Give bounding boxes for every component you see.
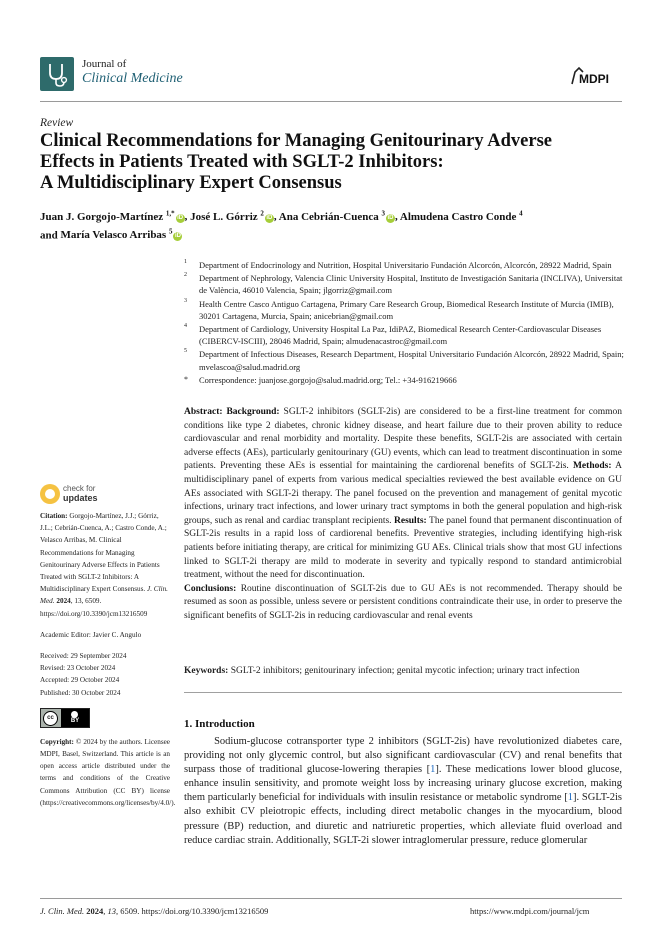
citation-link[interactable]: 1 [567,792,574,804]
author[interactable]: Almudena Castro Conde $^4$ [399,209,523,223]
title-line: Clinical Recommendations for Managing Genitourinary Adverse [40,131,552,151]
article-title [40,131,630,194]
journal-label: Journal of [82,58,127,70]
title-line: Effects in Patients Treated with SGLT-2 Inhibitors: [40,152,444,172]
sidebar-info [40,510,176,809]
orcid-icon[interactable]: iD [387,214,394,221]
copyright: Copyright: © 2024 by the authors. Licensee MDPI, Basel, Switzerland. This article is an open access article distributed under the terms and conditions of the Creative Commons Attribution (CC BY) license (https://creativecommons.org/licenses/by/4.0/). [40,737,176,807]
orcid-icon[interactable]: iD [177,214,184,221]
cc-icon: cc [43,711,58,726]
person-icon [71,711,78,718]
affiliation: 3 Health Centre Casco Antiguo Cartagena, Primary Care Research Group, Biomedical Research Institute of Murcia (IMIB), 30201 Cartagena, Murcia, Spain; anicebrian@gmail.com [184,297,614,321]
publication-dates: Received: 29 September 2024 Revised: 23 October 2024 Accepted: 29 October 2024 Published: 30 October 2024 [40,652,127,697]
affiliations [184,259,624,387]
check-for-updates-button[interactable]: check for updates [40,482,150,506]
keywords-divider [184,692,622,693]
footer-divider [40,898,622,899]
author[interactable]: José L. Górriz $^2$iD [190,209,273,223]
header-divider [40,101,622,102]
affiliation: 5 Department of Infectious Diseases, Research Department, Hospital Universitario Fundación Alcorcón, 28922 Madrid, Spain; mvelascoa@salud.madrid.org [184,348,624,372]
keywords: Keywords: SGLT-2 inhibitors; genitourinary infection; genital mycotic infection; urinary tract infection [184,666,580,676]
citation: Citation: Gorgojo-Martínez, J.J.; Górriz, J.L.; Cebrián-Cuenca, A.; Castro Conde, A.; Velasco Arribas, M. Clinical Recommendations for Managing Genitourinary Adverse Effects in Patients Treated with SGLT-2 Inhibitors: A Multidisciplinary Expert Consensus. J. Clin. Med. 2024, 13, 6509. https://doi.org/10.3390/jcm13216509 [40,512,168,618]
author[interactable]: Ana Cebrián-Cuenca $^3$iD [278,209,394,223]
affiliation: 1 Department of Endocrinology and Nutrition, Hospital Universitario Fundación Alcorcón, Alcorcón, 28922 Madrid, Spain [184,259,612,270]
author[interactable]: María Velasco Arribas $^5$iD [60,227,181,242]
journal-name[interactable]: Clinical Medicine [82,71,183,86]
mdpi-wordmark: MDPI [579,72,609,86]
author-list: Juan J. Gorgojo-Martínez $^{1,*}$iD , José L. Górriz $^2$iD , Ana Cebrián-Cuenca $^3$iD , Almudena Castro Conde $^4$ and María Velasco Arribas $^5$iD [40,209,523,242]
citation-link[interactable]: 1 [430,764,436,776]
citation-doi-link[interactable]: , 13, 6509. https://doi.org/10.3390/jcm13216509 [40,597,148,618]
author[interactable]: Juan J. Gorgojo-Martínez $^{1,*}$iD [40,209,184,223]
affiliation: 4 Department of Cardiology, University Hospital La Paz, IdiPAZ, Biomedical Research Center-Cardiovascular Diseases (CIBERCV-ISCIII), 28046 Madrid, Spain; almudenacastroc@gmail.com [184,323,602,347]
footer-citation: J. Clin. Med. 2024, 13, 6509. https://doi.org/10.3390/jcm13216509 [40,906,269,916]
stethoscope-icon [40,57,74,91]
by-icon: BY [61,709,89,727]
section-heading: 1. Introduction [184,718,255,730]
abstract: Abstract: Background: SGLT-2 inhibitors (SGLT-2is) are considered to be a first-line treatment for common conditions like type 2 diabetes, chronic kidney disease, and heart failure due to their proven ability to reduce cardiovascular and renal morbidity and mortality. Despite these benefits, SGLT-2is are associated with certain adverse effects (AEs), particularly genitourinary (GU) events, which can lead to treatment discontinuation in some patients. Preventing these AEs is essential for maintaining the cardiorenal benefits of SGLT-2is. Methods: A multidisciplinary panel of experts from various medical specialties reviewed the best available evidence on GU AEs associated with SGLT-2i therapy. The panel focused on the prevention and management of genital mycotic infections, urinary tract infections, and lower urinary tract symptoms in both the general population and high-risk groups, such as renal and cardiac transplant recipients. Results: The panel found that permanent discontinuation of SGLT-2is results in a rapid loss of cardiorenal benefits. Preventive strategies, including identifying high-risk patients before initiating therapy, are critical for minimizing GU AEs. Clinical trials show that most GU infections linked to SGLT-2i therapy are mild to moderate in severity and typically respond to standard antimicrobial treatment, without the need for discontinuation. Conclusions: Routine discontinuation of SGLT-2is due to GU AEs is not recommended. Therapy should be resumed as soon as possible, unless severe or persistent conditions contraindicate their use, in order to preserve the significant benefits of SGLT-2is in reducing cardiovascular and renal events [184,407,623,621]
affiliation: 2 Department of Nephrology, Valencia Clinic University Hospital, Instituto de Investigación Sanitaria (INCLIVA), Universitat de València, 46010 Valencia, Spain; jlgorriz@gmail.com [184,272,623,296]
academic-editor: Academic Editor: Javier C. Angulo [40,630,142,639]
article-type: Review [40,117,74,129]
body-paragraph: Sodium-glucose cotransporter type 2 inhibitors (SGLT-2is) have revolutionized diabetes care, providing not only glycemic control, but also significant cardiovascular (CV) and renal benefits that surpass those of traditional glucose-lowering therapies [1]. These medications lower blood glucose, enhance insulin sensitivity, and promote weight loss by increasing urinary glucose excretion, making them particularly beneficial for individuals with insulin resistance or metabolic syndrome [1]. SGLT-2is also exhibit CV pleiotropic effects, including direct metabolic changes in the myocardium, blood pressure (BP) reduction, and diuretic and natriuretic properties, which alleviate fluid overload and reduce cardiac strain. Additionally, SGLT-2i slower intraglomerular pressure, reduce glomerular [184,736,623,846]
journal-logo [40,57,74,91]
cc-by-badge[interactable] [40,708,90,728]
mdpi-logo[interactable] [570,66,622,88]
orcid-icon[interactable]: iD [266,214,273,221]
correspondence: * Correspondence: juanjose.gorgojo@salud.madrid.org; Tel.: +34-916219666 [184,374,457,385]
title-line: A Multidisciplinary Expert Consensus [40,173,342,193]
orcid-icon[interactable]: iD [174,233,181,240]
footer-journal-url[interactable]: https://www.mdpi.com/journal/jcm [470,906,590,916]
update-icon [40,484,60,504]
